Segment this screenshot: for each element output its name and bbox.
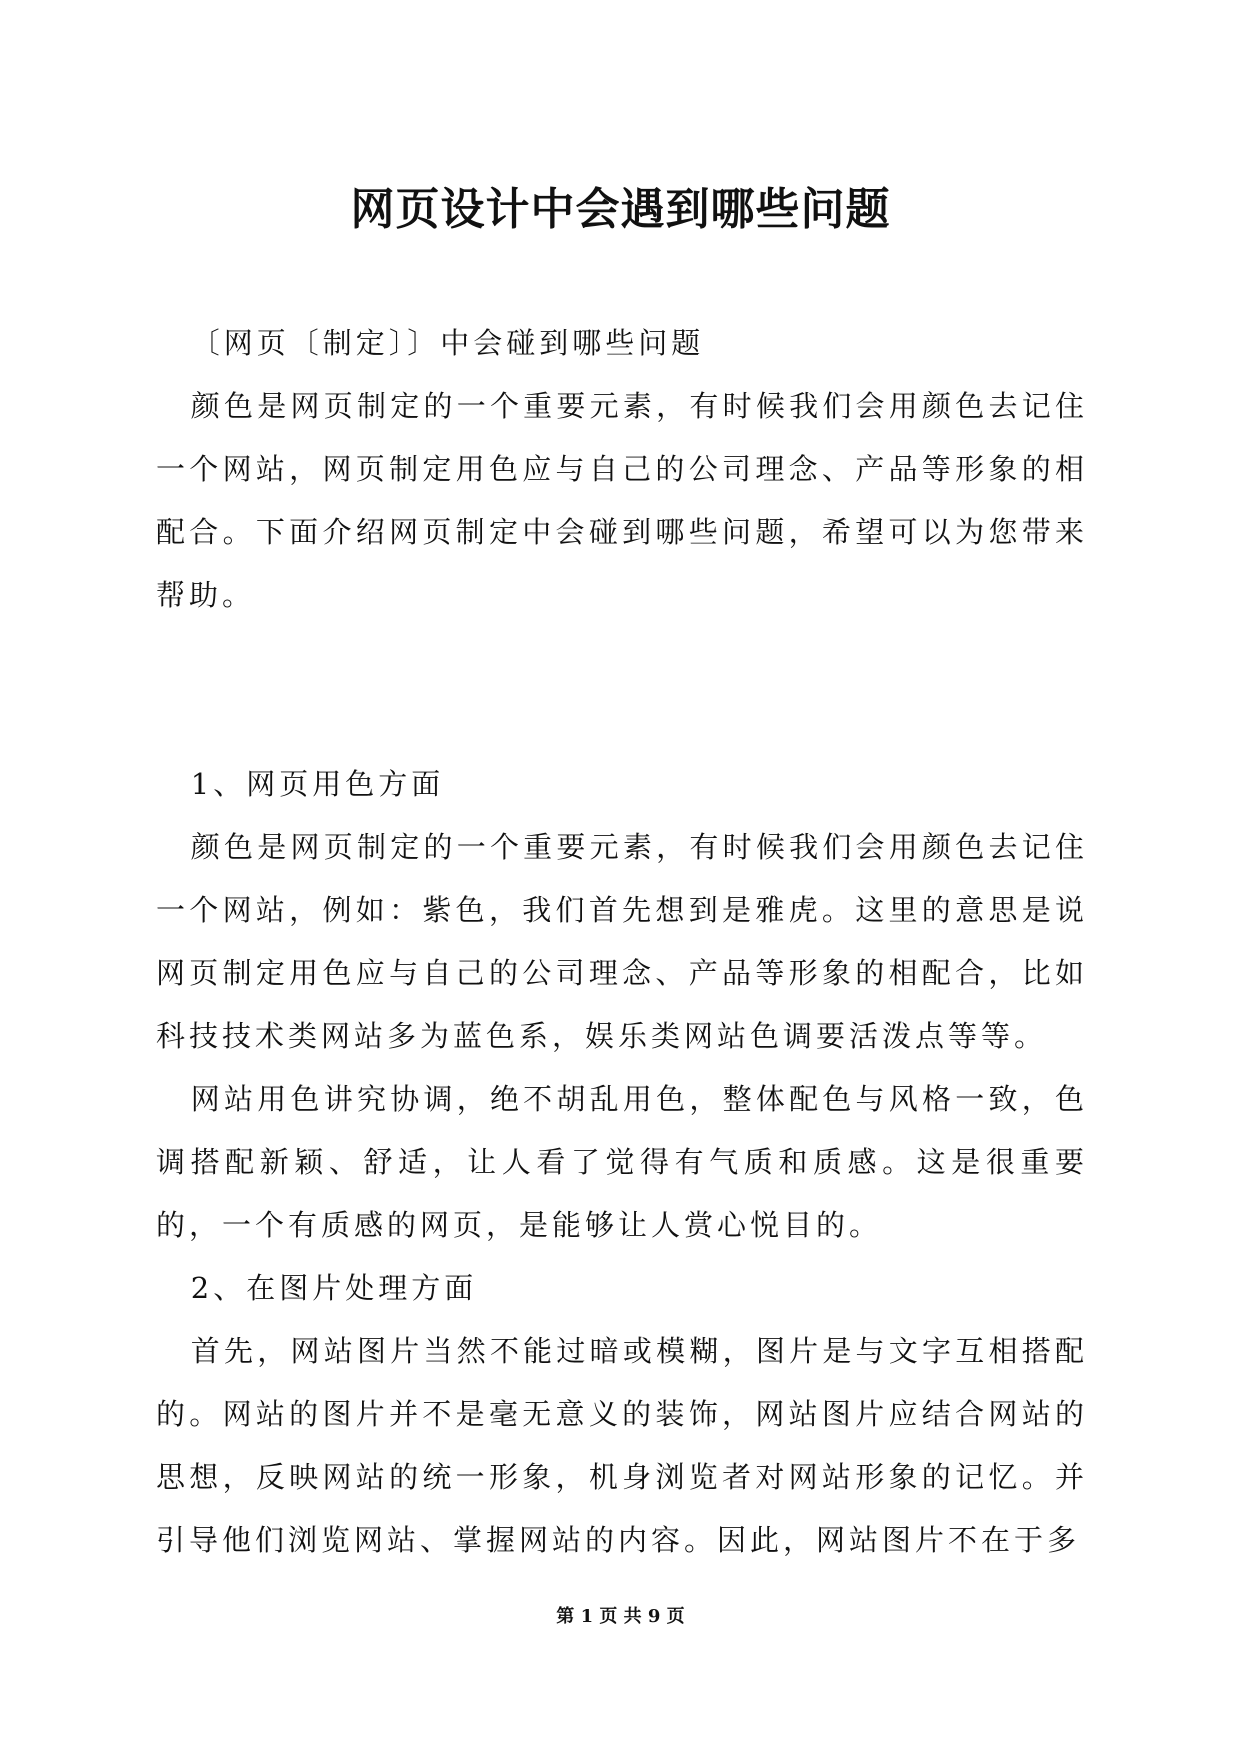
paragraph-color-2: 网站用色讲究协调，绝不胡乱用色，整体配色与风格一致，色调搭配新颖、舒适，让人看了觉得有气质和质感。这是很重要的，一个有质感的网页，是能够让人赏心悦目的。 [156,1082,1088,1242]
page-footer: 第 1 页 共 9 页 [556,1606,685,1627]
paragraph-intro: 颜色是网页制定的一个重要元素，有时候我们会用颜色去记住一个网站，网页制定用色应与自己的公司理念、产品等形象的相配合。下面介绍网页制定中会碰到哪些问题，希望可以为您带来帮助。 [156,389,1088,612]
paragraph-color-1: 颜色是网页制定的一个重要元素，有时候我们会用颜色去记住一个网站，例如：紫色，我们首先想到是雅虎。这里的意思是说网页制定用色应与自己的公司理念、产品等形象的相配合，比如科技技术类网站多为蓝色系，娱乐类网站色调要活泼点等等。 [156,830,1088,1053]
section-heading-color: 1、网页用色方面 [190,767,445,801]
paragraph-spacer [156,627,1088,753]
paragraph-subtitle: 〔网页〔制定〕〕中会碰到哪些问题 [190,326,705,360]
document-body [156,312,1088,1572]
document-title: 网页设计中会遇到哪些问题 [350,184,891,235]
section-heading-image: 2、在图片处理方面 [190,1271,478,1305]
paragraph-image-1: 首先，网站图片当然不能过暗或模糊，图片是与文字互相搭配的。网站的图片并不是毫无意义的装饰，网站图片应结合网站的思想，反映网站的统一形象，机身浏览者对网站形象的记忆。并引导他们浏览网站、掌握网站的内容。因此，网站图片不在于多 [156,1334,1088,1557]
